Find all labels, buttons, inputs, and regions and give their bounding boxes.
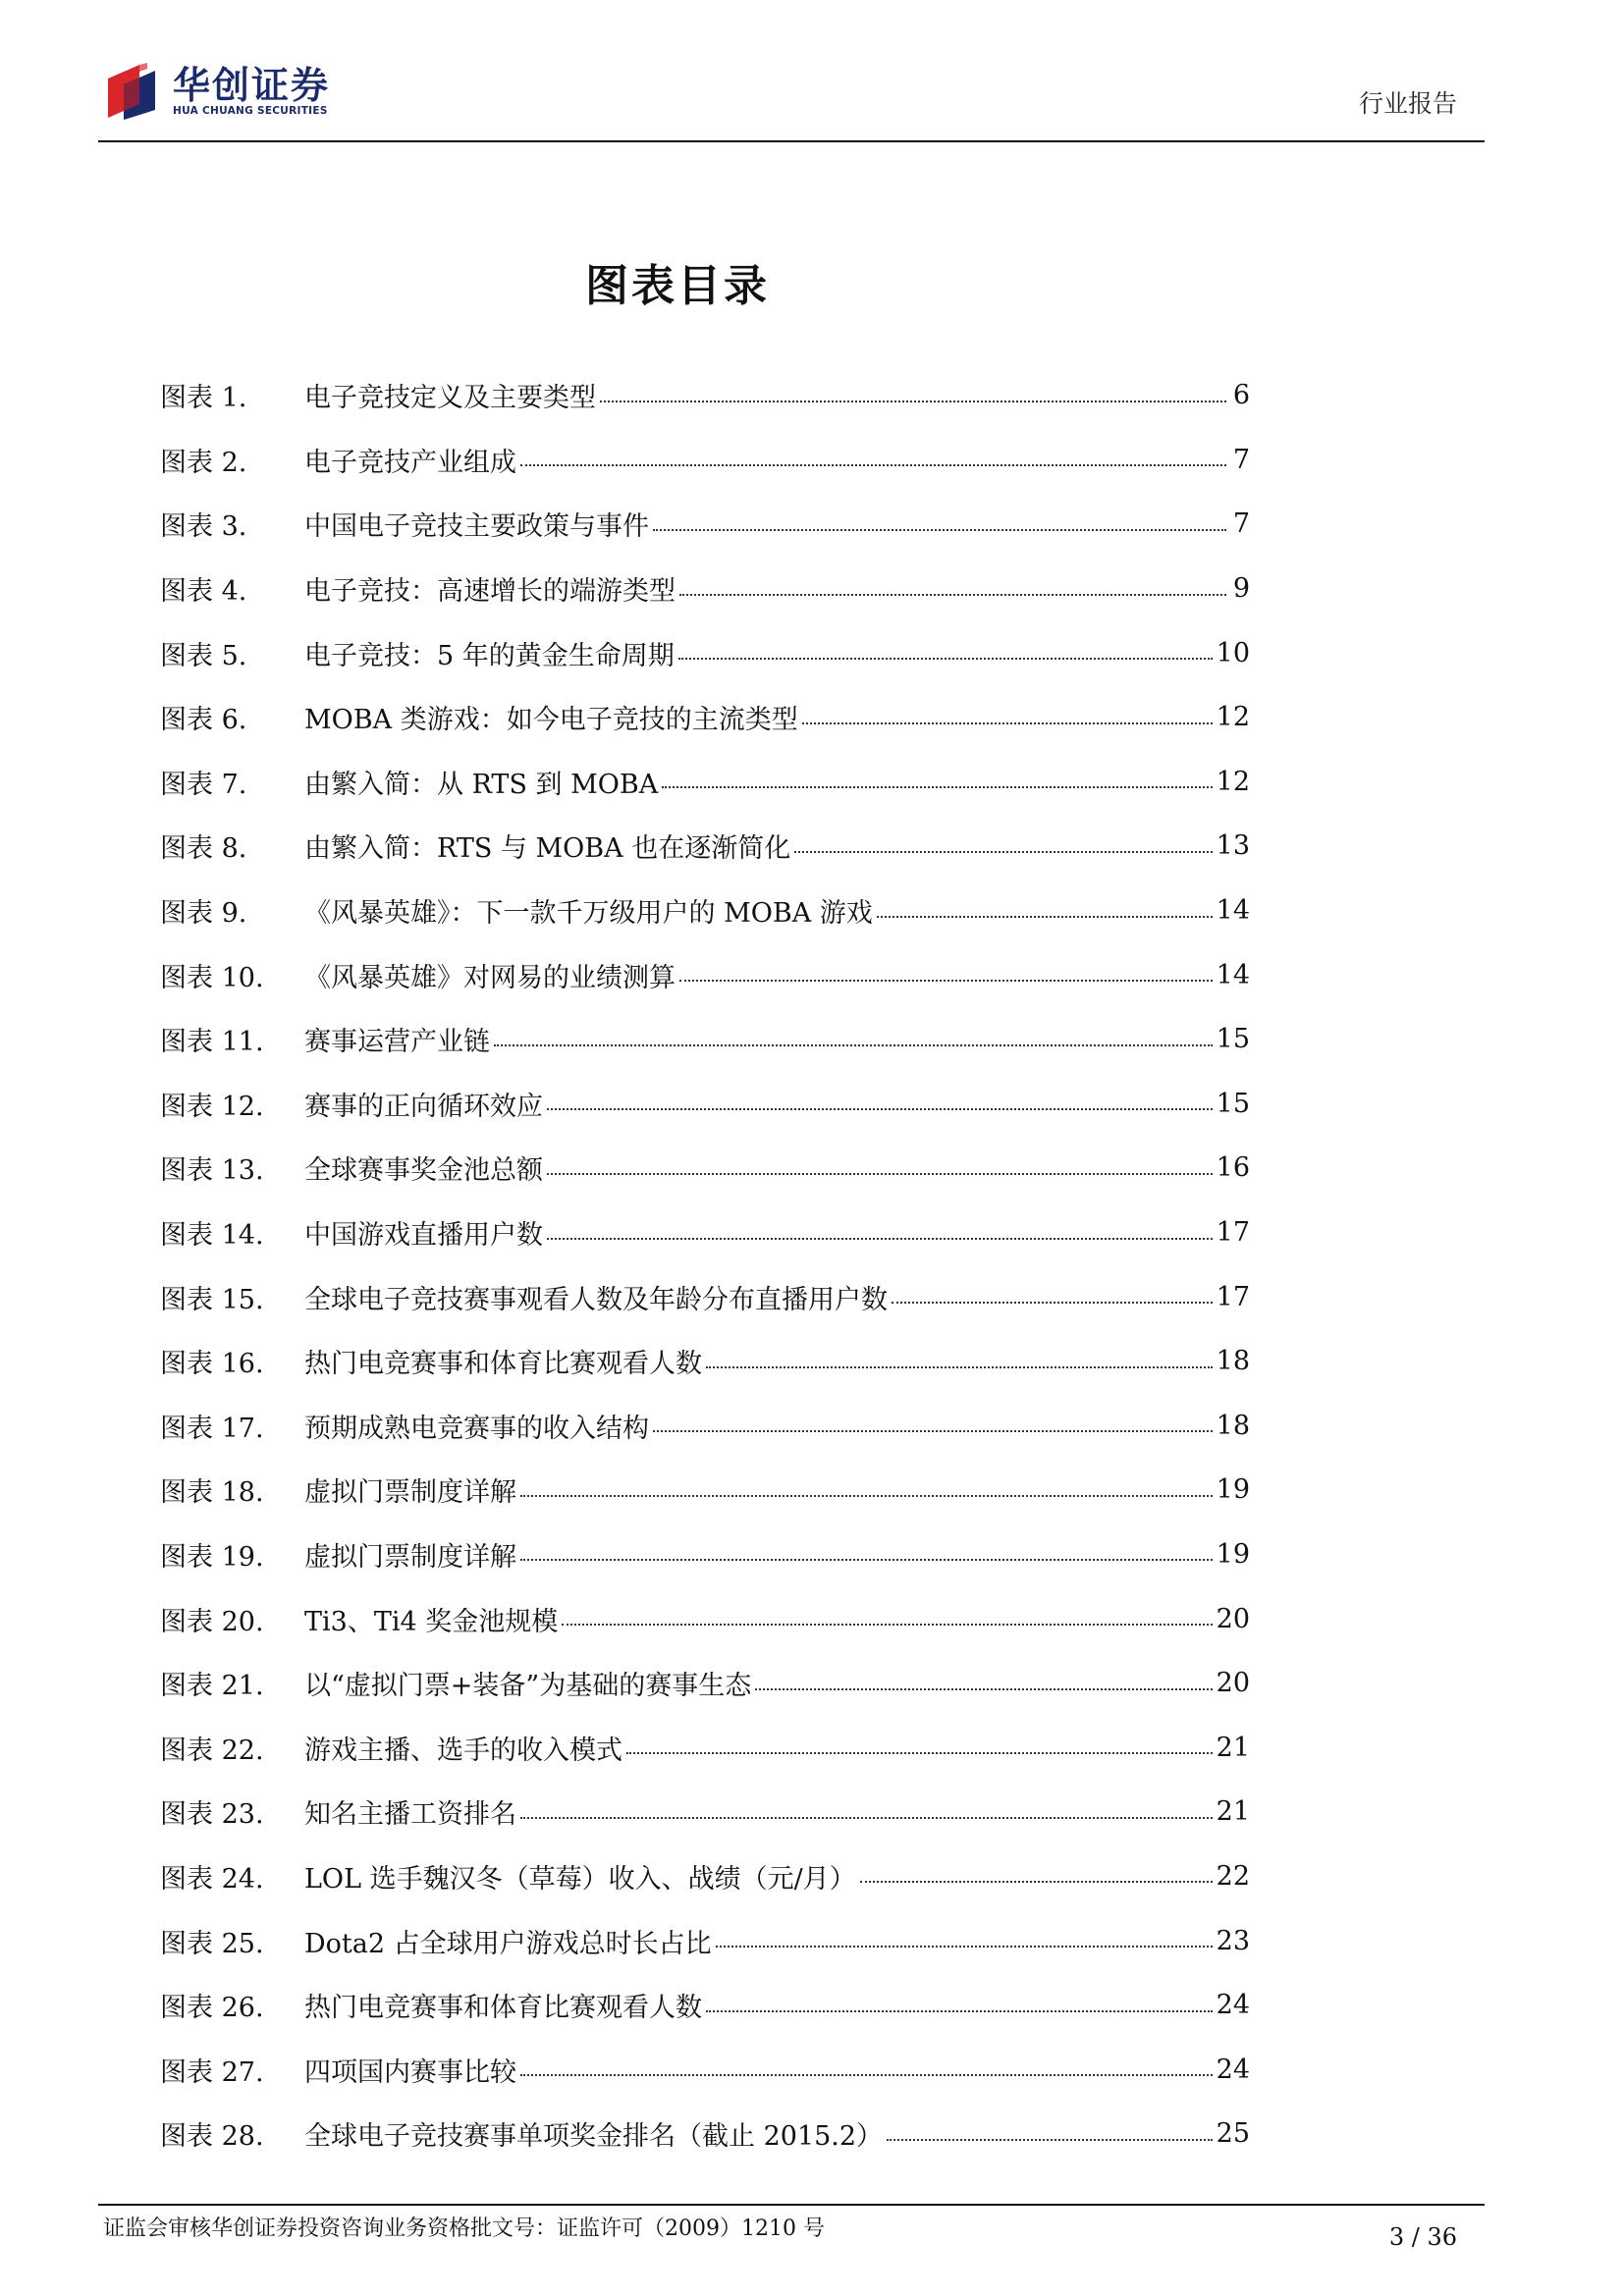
toc-entry-page: 13 [1216, 830, 1250, 862]
toc-entry[interactable] [160, 1973, 1250, 2038]
toc-entry[interactable] [160, 1586, 1250, 1651]
toc-entry-title: 全球电子竞技赛事单项奖金排名（截止 2015.2） [304, 2121, 884, 2153]
toc-dot-leader [794, 851, 1212, 853]
toc-entry-label: 图表 13. [160, 1155, 264, 1187]
toc-entry-label: 图表 21. [160, 1671, 264, 1702]
toc-entry-title: 电子竞技产业组成 [304, 447, 516, 478]
toc-dot-leader [653, 529, 1226, 531]
toc-entry-title: 中国电子竞技主要政策与事件 [304, 511, 649, 543]
toc-entry-page: 18 [1216, 1346, 1250, 1377]
toc-entry[interactable] [160, 2102, 1250, 2166]
toc-dot-leader [494, 1044, 1213, 1046]
toc-entry[interactable] [160, 557, 1250, 621]
toc-entry-title: 热门电竞赛事和体育比赛观看人数 [304, 1349, 702, 1380]
toc-entry-label: 图表 12. [160, 1091, 264, 1122]
toc-entry-page: 16 [1216, 1152, 1250, 1184]
toc-entry-label: 图表 24. [160, 1863, 264, 1895]
toc-entry-title: 全球赛事奖金池总额 [304, 1155, 543, 1187]
toc-dot-leader [662, 786, 1212, 788]
toc-entry-page: 15 [1216, 1088, 1250, 1119]
toc-entry-page: 19 [1216, 1474, 1250, 1506]
toc-entry-label: 图表 27. [160, 2056, 264, 2088]
toc-entry-label: 图表 28. [160, 2121, 264, 2153]
toc-entry-title: 电子竞技：高速增长的端游类型 [304, 576, 676, 608]
toc-dot-leader [520, 2074, 1213, 2076]
toc-dot-leader [755, 1688, 1212, 1690]
toc-entry[interactable] [160, 492, 1250, 557]
toc-dot-leader [520, 464, 1226, 466]
toc-entry-page: 12 [1216, 702, 1250, 733]
toc-entry-page: 19 [1216, 1538, 1250, 1570]
toc-entry[interactable] [160, 1136, 1250, 1201]
toc-entry[interactable] [160, 428, 1250, 493]
toc-entry-title: LOL 选手魏汉冬（草莓）收入、战绩（元/月） [304, 1863, 856, 1895]
toc-entry-page: 24 [1216, 2054, 1250, 2085]
page-footer [98, 2204, 1485, 2263]
footer-divider [98, 2204, 1485, 2206]
toc-entry-title: 以“虚拟门票+装备”为基础的赛事生态 [304, 1671, 752, 1702]
toc-entry[interactable] [160, 1007, 1250, 1072]
logo-mark-icon [104, 61, 165, 122]
toc-dot-leader [706, 2010, 1213, 2012]
toc-entry[interactable] [160, 750, 1250, 815]
toc-entry-title: 预期成熟电竞赛事的收入结构 [304, 1413, 649, 1444]
toc-entry[interactable] [160, 685, 1250, 750]
toc-entry-title: 赛事运营产业链 [304, 1027, 490, 1058]
toc-entry-page: 10 [1216, 637, 1250, 668]
toc-entry-page: 12 [1216, 766, 1250, 797]
toc-dot-leader [547, 1108, 1213, 1110]
toc-entry-label: 图表 11. [160, 1027, 264, 1058]
toc-entry[interactable] [160, 1908, 1250, 1973]
toc-dot-leader [679, 980, 1213, 982]
toc-dot-leader [716, 1946, 1213, 1948]
toc-entry[interactable] [160, 620, 1250, 685]
header-divider [98, 140, 1485, 142]
toc-entry[interactable] [160, 1715, 1250, 1780]
toc-entry-title: Dota2 占全球用户游戏总时长占比 [304, 1928, 712, 1959]
toc-entry[interactable] [160, 1780, 1250, 1844]
toc-entry-label: 图表 1. [160, 383, 247, 414]
toc-dot-leader [520, 1559, 1213, 1561]
license-statement: 证监会审核华创证券投资咨询业务资格批文号：证监许可（2009）1210 号 [103, 2216, 825, 2241]
page-title: 图表目录 [585, 261, 770, 311]
toc-entry[interactable] [160, 1844, 1250, 1909]
page-header [98, 59, 1485, 142]
toc-entry[interactable] [160, 1264, 1250, 1329]
toc-entry-label: 图表 4. [160, 576, 247, 608]
toc-entry-title: 虚拟门票制度详解 [304, 1541, 516, 1573]
toc-entry-page: 25 [1216, 2118, 1250, 2150]
logo-english-name: HUA CHUANG SECURITIES [173, 105, 328, 117]
toc-entry-page: 21 [1216, 1796, 1250, 1828]
toc-entry[interactable] [160, 1394, 1250, 1459]
toc-entry-label: 图表 18. [160, 1477, 264, 1509]
toc-entry-title: 赛事的正向循环效应 [304, 1091, 543, 1122]
toc-entry-page: 14 [1216, 959, 1250, 990]
toc-dot-leader [678, 658, 1213, 660]
toc-entry[interactable] [160, 1651, 1250, 1716]
toc-dot-leader [706, 1366, 1213, 1368]
toc-entry[interactable] [160, 814, 1250, 879]
toc-entry[interactable] [160, 879, 1250, 943]
toc-entry-label: 图表 5. [160, 640, 247, 671]
toc-entry-page: 9 [1232, 573, 1250, 605]
toc-entry-page: 18 [1216, 1410, 1250, 1441]
toc-entry-label: 图表 3. [160, 511, 247, 543]
company-logo [104, 61, 330, 122]
toc-entry-label: 图表 19. [160, 1541, 264, 1573]
toc-entry-page: 17 [1216, 1281, 1250, 1312]
toc-entry-page: 15 [1216, 1024, 1250, 1055]
toc-entry-label: 图表 15. [160, 1284, 264, 1315]
toc-dot-leader [887, 2139, 1213, 2141]
logo-chinese-name: 华创证券 [173, 64, 331, 107]
toc-dot-leader [892, 1302, 1213, 1304]
toc-entry-title: 《风暴英雄》：下一款千万级用户的 MOBA 游戏 [304, 898, 873, 930]
toc-dot-leader [860, 1881, 1213, 1883]
toc-dot-leader [679, 594, 1226, 596]
toc-entry-page: 20 [1216, 1603, 1250, 1634]
toc-entry[interactable] [160, 363, 1250, 428]
toc-entry-page: 20 [1216, 1668, 1250, 1699]
toc-dot-leader [562, 1624, 1212, 1626]
toc-entry-label: 图表 10. [160, 962, 264, 993]
toc-dot-leader [653, 1430, 1213, 1432]
toc-entry-title: 知名主播工资排名 [304, 1799, 516, 1831]
toc-entry-label: 图表 23. [160, 1799, 264, 1831]
toc-dot-leader [547, 1173, 1213, 1175]
page-number: 3 / 36 [1388, 2223, 1457, 2251]
toc-entry-title: 中国游戏直播用户数 [304, 1220, 543, 1252]
toc-entry[interactable] [160, 942, 1250, 1007]
toc-entry-title: Ti3、Ti4 奖金池规模 [304, 1606, 559, 1637]
toc-entry-label: 图表 17. [160, 1413, 264, 1444]
toc-entry[interactable] [160, 1329, 1250, 1394]
toc-entry-page: 14 [1216, 895, 1250, 927]
toc-entry-label: 图表 8. [160, 833, 247, 865]
toc-entry-title: 虚拟门票制度详解 [304, 1477, 516, 1509]
toc-dot-leader [547, 1238, 1213, 1240]
toc-entry-label: 图表 2. [160, 447, 247, 478]
toc-entry-title: 全球电子竞技赛事观看人数及年龄分布直播用户数 [304, 1284, 888, 1315]
table-of-figures [160, 363, 1250, 2166]
toc-entry-page: 7 [1232, 508, 1250, 540]
toc-dot-leader [877, 916, 1213, 918]
toc-entry-page: 22 [1216, 1860, 1250, 1892]
toc-dot-leader [802, 722, 1213, 724]
toc-entry[interactable] [160, 1072, 1250, 1137]
toc-entry-label: 图表 14. [160, 1220, 264, 1252]
toc-entry-label: 图表 6. [160, 705, 247, 736]
toc-dot-leader [600, 400, 1226, 402]
toc-entry-label: 图表 25. [160, 1928, 264, 1959]
toc-entry[interactable] [160, 2037, 1250, 2102]
toc-entry-label: 图表 20. [160, 1606, 264, 1637]
toc-entry-title: 游戏主播、选手的收入模式 [304, 1735, 622, 1766]
toc-entry-title: 由繁入简：RTS 与 MOBA 也在逐渐简化 [304, 833, 791, 865]
toc-entry-title: 《风暴英雄》对网易的业绩测算 [304, 962, 676, 993]
report-type-label: 行业报告 [1358, 89, 1457, 118]
toc-entry-title: 由繁入简：从 RTS 到 MOBA [304, 769, 659, 800]
toc-entry-title: 热门电竞赛事和体育比赛观看人数 [304, 1993, 702, 2024]
toc-dot-leader [520, 1495, 1213, 1497]
toc-entry[interactable] [160, 1522, 1250, 1587]
toc-entry-page: 23 [1216, 1925, 1250, 1956]
toc-entry-label: 图表 9. [160, 898, 247, 930]
toc-entry-label: 图表 16. [160, 1349, 264, 1380]
toc-entry[interactable] [160, 1201, 1250, 1265]
toc-dot-leader [520, 1817, 1213, 1819]
toc-entry-label: 图表 7. [160, 769, 247, 800]
toc-entry-label: 图表 26. [160, 1993, 264, 2024]
toc-dot-leader [626, 1752, 1213, 1754]
toc-entry-label: 图表 22. [160, 1735, 264, 1766]
toc-entry-title: MOBA 类游戏：如今电子竞技的主流类型 [304, 705, 798, 736]
toc-entry-page: 21 [1216, 1732, 1250, 1763]
toc-entry-title: 电子竞技定义及主要类型 [304, 383, 596, 414]
toc-entry-title: 四项国内赛事比较 [304, 2056, 516, 2088]
toc-entry-page: 7 [1232, 444, 1250, 475]
toc-entry[interactable] [160, 1458, 1250, 1522]
toc-entry-page: 24 [1216, 1990, 1250, 2021]
toc-entry-page: 6 [1232, 380, 1250, 411]
toc-entry-page: 17 [1216, 1217, 1250, 1249]
toc-entry-title: 电子竞技：5 年的黄金生命周期 [304, 640, 675, 671]
